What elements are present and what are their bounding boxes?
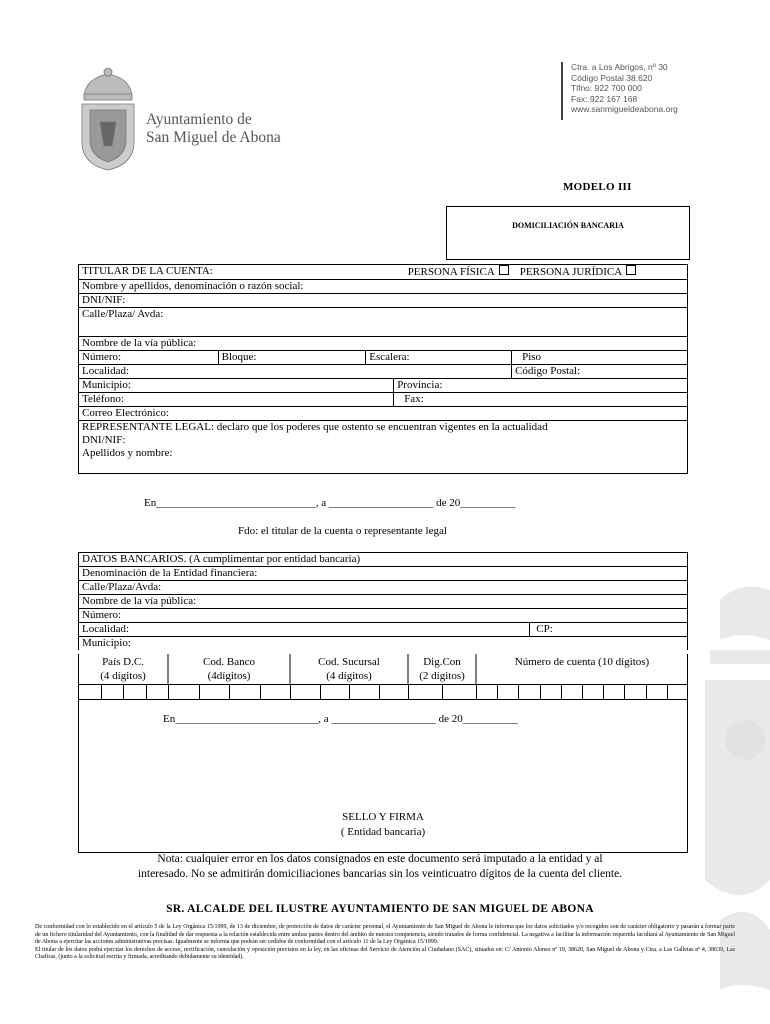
digcon-sub: (2 dígitos): [419, 670, 465, 682]
correo-field[interactable]: Correo Electrónico:: [79, 407, 688, 421]
legal-paragraph-2: El titular de los datos podrá ejercitar los derechos de acceso, rectificación, cancelación y oposición previstos en la ley, en las oficinas del Servicio de Atención al Ciudadano (SAC), situados en: C/ Antonio Alonso nº 19, 38620, San Miguel de Abona y Ctra. a Las Galletas nº 4, 38639, Las Chafiras, (junto a la solicitud escrita y firmada, acreditando debidamente su identidad).: [35, 946, 735, 961]
entidad-bancaria-label: ( Entidad bancaria): [340, 826, 426, 838]
nota-line-2: interesado. No se admitirán domiciliaciones bancarias sin los veinticuatro dígitos de la cuenta del cliente.: [137, 868, 623, 880]
piso-field[interactable]: Piso: [512, 351, 688, 365]
modelo-title: MODELO III: [563, 181, 632, 193]
sello-block: [78, 810, 688, 840]
digcon-label: Dig.Con: [423, 656, 461, 668]
codigo-postal-field[interactable]: Código Postal:: [512, 365, 688, 379]
bank-cp-field[interactable]: CP:: [530, 623, 688, 637]
pais-label: País D.C.: [102, 656, 144, 668]
bancarios-label: DATOS BANCARIOS. (A cumplimentar por entidad bancaria): [79, 553, 688, 567]
domiciliacion-title: DOMICILIACIÓN BANCARIA: [512, 221, 624, 230]
contact-block: [561, 62, 721, 120]
bloque-field[interactable]: Bloque:: [218, 351, 366, 365]
sello-label: SELLO Y FIRMA: [342, 811, 424, 823]
sucursal-header: [290, 655, 408, 683]
alcalde-heading: SR. ALCALDE DEL ILUSTRE AYUNTAMIENTO DE SAN MIGUEL DE ABONA: [166, 903, 594, 915]
banco-header: [168, 655, 290, 683]
org-line-1: Ayuntamiento de: [146, 111, 252, 128]
calle-field[interactable]: Calle/Plaza/ Avda:: [79, 308, 688, 337]
bank-via-field[interactable]: Nombre de la vía pública:: [79, 595, 688, 609]
organization-name: [146, 111, 281, 147]
titular-label: TITULAR DE LA CUENTA:: [79, 265, 394, 280]
pais-header: [78, 655, 168, 683]
banco-label: Cod. Banco: [203, 656, 255, 668]
fax-label: Fax:: [404, 393, 424, 405]
sucursal-sub: (4 dígitos): [326, 670, 372, 682]
contact-phone: Tlfno: 922 700 000: [571, 83, 642, 93]
fax-field[interactable]: [394, 393, 688, 407]
escalera-field[interactable]: Escalera:: [366, 351, 512, 365]
bank-localidad-field[interactable]: Localidad:: [79, 623, 530, 637]
contact-postal: Código Postal 38.620: [571, 72, 653, 83]
contact-address: Ctra. a Los Abrigos, nº 30: [571, 62, 668, 72]
nota-line-1: Nota: cualquier error en los datos consignados en este documento será imputado a la entidad y al: [157, 853, 603, 865]
entidad-field[interactable]: Denominación de la Entidad financiera:: [79, 567, 688, 581]
telefono-field[interactable]: Teléfono:: [79, 393, 394, 407]
bank-calle-field[interactable]: Calle/Plaza/Avda:: [79, 581, 688, 595]
nombre-field[interactable]: Nombre y apellidos, denominación o razón social:: [79, 280, 688, 294]
numero-field[interactable]: Número:: [79, 351, 219, 365]
legal-paragraph-1: De conformidad con lo establecido en el artículo 5 de la Ley Orgánica 15/1999, de 13 de diciembre, de protección de datos de carácter personal, el Ayuntamiento de San Miguel de Abona le informa que los datos solicitados y/o recogidos son de carácter obligatorio y pasarán a formar parte de un fichero titularidad del Ayuntamiento, con la finalidad de dar respuesta a la relación establecida entre ambas partes dentro del ámbito de nuestra competencia, siendo tratados de forma confidencial. La negativa a facilitar la información requerida facultará al Ayuntamiento de San Miguel de Abona a ejercitar las acciones administrativas precisas. Igualmente se informa que podrán ser cedidos de conformidad con el artículo 11 de la Ley Orgánica 15/1999.: [35, 924, 735, 946]
via-field[interactable]: Nombre de la vía pública:: [79, 337, 688, 351]
persona-juridica-checkbox[interactable]: [626, 265, 636, 275]
rep-apellidos-field[interactable]: Apellidos y nombre:: [79, 447, 688, 474]
bank-numero-field[interactable]: Número:: [79, 609, 688, 623]
persona-juridica-label: PERSONA JURÍDICA: [519, 266, 623, 278]
bank-municipio-field[interactable]: Municipio:: [79, 637, 688, 651]
digcon-header: [408, 655, 476, 683]
org-line-2: San Miguel de Abona: [146, 129, 281, 146]
cuenta-header: Número de cuenta (10 dígitos): [514, 656, 650, 668]
titular-table: [78, 264, 688, 474]
municipio-field[interactable]: Municipio:: [79, 379, 394, 393]
contact-fax: Fax: 922 167 168: [571, 93, 638, 104]
pais-sub: (4 dígitos): [100, 670, 146, 682]
nota-text: [70, 852, 690, 882]
dni-field[interactable]: DNI/NIF:: [79, 294, 688, 308]
representante-label: REPRESENTANTE LEGAL: declaro que los poderes que ostento se encuentran vigentes en la actualidad: [79, 421, 688, 435]
persona-fisica-label: PERSONA FÍSICA: [407, 266, 495, 278]
watermark-emblem: [700, 580, 770, 1000]
sucursal-label: Cod. Sucursal: [318, 656, 380, 668]
coat-of-arms-logo: [76, 66, 140, 172]
firma-titular-label: Fdo: el titular de la cuenta o representante legal: [238, 525, 447, 537]
persona-type-row: [394, 265, 688, 280]
provincia-field[interactable]: Provincia:: [394, 379, 688, 393]
fecha-line-2[interactable]: En__________________________, a ___________________ de 20__________: [163, 713, 518, 725]
domiciliacion-box: [446, 206, 690, 260]
legal-notice: [35, 924, 735, 962]
localidad-field[interactable]: Localidad:: [79, 365, 512, 379]
bancarios-table: [78, 552, 688, 650]
rep-dni-field[interactable]: DNI/NIF:: [79, 434, 688, 447]
banco-sub: (4dígitos): [207, 670, 251, 682]
persona-fisica-checkbox[interactable]: [499, 265, 509, 275]
fecha-line-1[interactable]: En_____________________________, a ___________________ de 20__________: [144, 497, 516, 509]
contact-web: www.sanmigueldeabona.org: [571, 104, 678, 114]
